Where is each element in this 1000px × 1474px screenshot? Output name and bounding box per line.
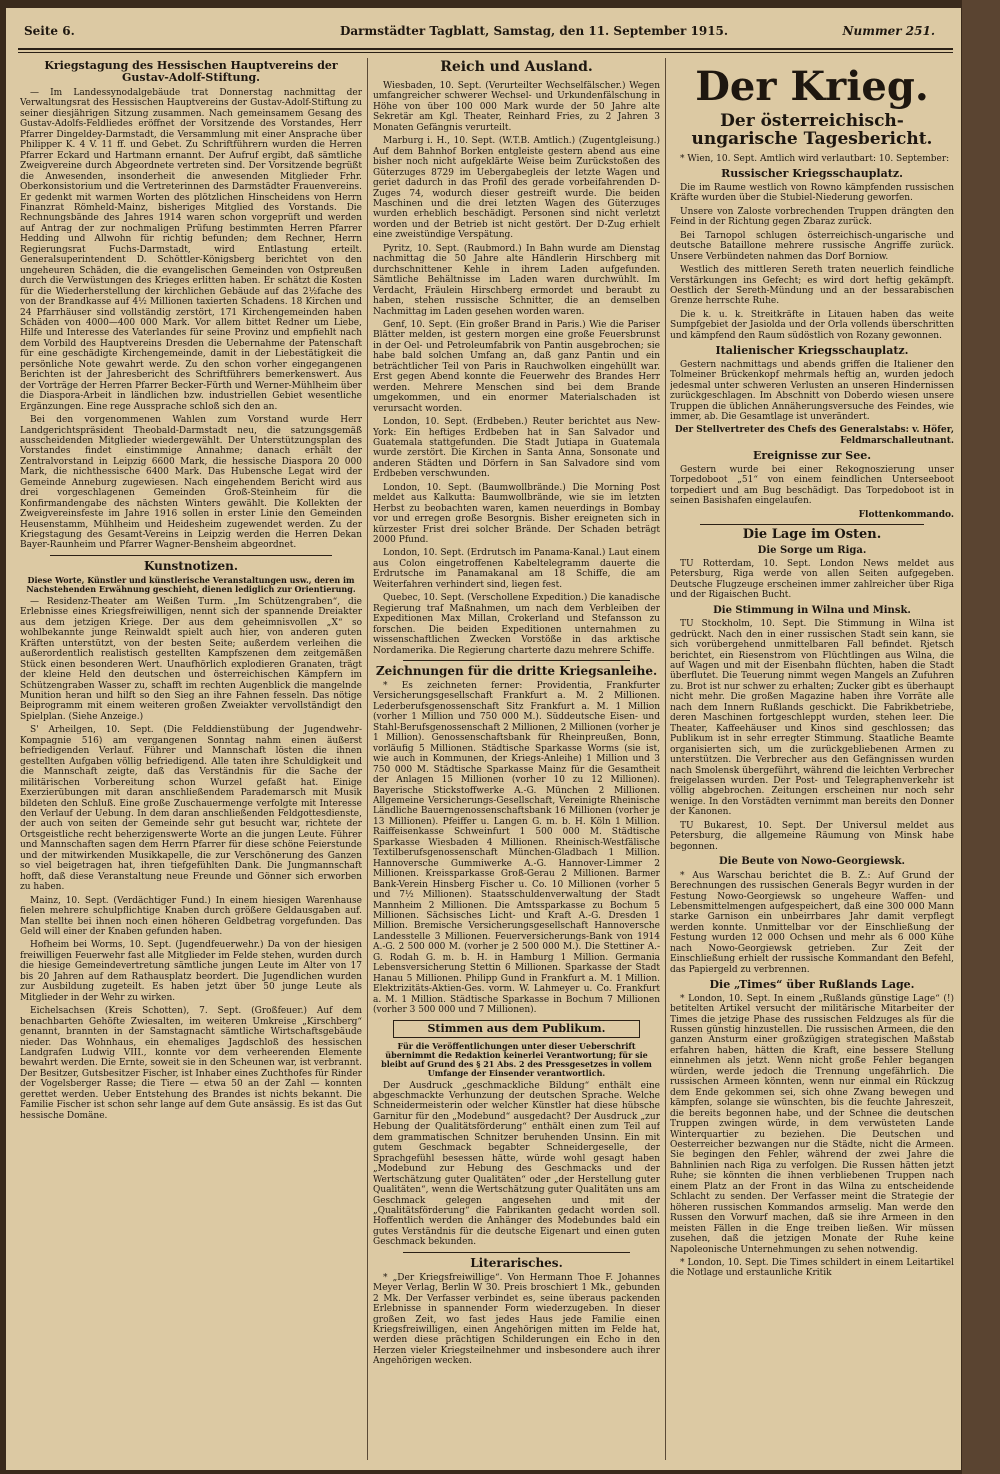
article-paragraph: Wiesbaden, 10. Sept. (Verurteilter Wechselfälscher.) Wegen umfangreicher schwerer Wechsel- und Urkundenfälschung in Höhe von über 100 000 Mark wurde der 50 Jahre alte Sekretär am Kgl. Theater, Reinhard Fries, zu 2 Jahren 3 Monaten Gefängnis verurteilt. [373,81,660,133]
article-paragraph: Hofheim bei Worms, 10. Sept. (Jugendfeuerwehr.) Da von der hiesigen freiwilligen Feuerwehr fast alle Mitglieder im Felde stehen, wurden durch die hiesige Gemeindevertretung sämtliche jungen Leute im Alter von 17 bis 20 Jahren auf dem Rathausplatz beordert. Die Jugendlichen wurden zur Ausbildung zugeteilt. Es haben jetzt über 50 junge Leute als Mitglieder in der Wehr zu wirken. [20,940,362,1003]
article-paragraph: * Es zeichneten ferner: Providentia, Frankfurter Versicherungsgesellschaft Frankfurt a. M. 2 Millionen. Lederberufsgenossenschaft Sitz Frankfurt a. M. 1 Million (vorher 1 Million und 750 000 M.). Süddeutsche Eisen- und Stahl-Berufsgenossenschaft 2 Millionen, 2 Millionen (vorher je 1 Million). Genossenschaftsbank für Rheinpreußen, Bonn, vorläufig 5 Millionen. Städtische Sparkasse Worms (sie ist, wie auch in Kommunen, der Kriegs-Anleihe) 1 Million und 3 750 000 M. Städtische Sparkasse Mainz für die Gesamtheit der Anlagen 15 Millionen (vorher 10 zu 12 Millionen). Bayerische Stickstoffwerke A.-G. München 2 Millionen. Allgemeine Versicherungs-Gesellschaft, Vereinigte Rheinische Ländliche Bauerngenossenschaftsbank 16 Millionen (vorher je 13 Millionen). Pfeiffer u. Langen G. m. b. H. Köln 1 Million. Raiffeisenkasse Schweinfurt 1 500 000 M. Städtische Sparkasse Wiesbaden 4 Millionen. Rheinisch-Westfälische Textilberufsgenossenschaft München-Gladbach 1 Million. Hannoversche Gummiwerke A.-G. Hannover-Limmer 2 Millionen. Kreissparkasse Groß-Gerau 2 Millionen. Barmer Bank-Verein Hinsberg Fischer u. Co. 10 Millionen (vorher 5 und 7½ Millionen). Staatsschuldenverwaltung der Stadt Mannheim 2 Millionen. Die Amtssparkasse zu Bochum 5 Millionen. Sächsisches Licht- und Kraft A.-G. Dresden 1 Million. Bremische Versicherungsgesellschaft Hannoversche Landesstelle 3 Millionen. Feuerversicherungs-Bank von 1914 A.-G. 2 500 000 M. (vorher je 2 500 000 M.). Die Stettiner A.-G. Rodah G. m. b. H. in Hamburg 1 Million. Germania Lebensversicherung Stettin 6 Millionen. Sparkasse der Stadt Hanau 5 Millionen. Philipp Gund in Frankfurt a. M. 1 Million. Elektrizitäts-Aktien-Ges. vorm. W. Lahmeyer u. Co. Frankfurt a. M. 1 Million. Städtische Sparkasse in Bochum 7 Millionen (vorher 3 500 000 und 7 Millionen). [373,681,660,1016]
article-paragraph: — Im Landessynodalgebäude trat Donnerstag nachmittag der Verwaltungsrat des Hessischen Hauptvereins der Gustav-Adolf-Stiftung zu seiner diesjährigen Sitzung zusammen. Nach gemeinsamem Gesang des Gustav-Adolfs-Feldliedes eröffnet der Vorsitzende des Vorstandes, Herr Pfarrer Dingeldey-Darmstadt, die Versammlung mit einer Ansprache über Philipper K. 4 V. 11 ff. und Gebet. Zu Schriftführern wurden die Herren Pfarrer Eckard und Hartmann ernannt. Der Aufruf ergibt, daß sämtliche Zweigvereine durch Abgeordnete vertreten sind. Der Vorsitzende begrüßt die Anwesenden, insonderheit die anwesenden Mitglieder Frhr. Oberkonsistorium und die Vertreterinnen des Darmstädter Frauenvereins. Er gedenkt mit warmen Worten des plötzlichen Hinscheidens von Herrn Finanzrat Römheld-Mainz, bisheriges Mitglied des Vorstands. Die Rechnungsbände des Jahres 1914 waren schon vorgeprüft und werden auf Antrag der zur nochmaligen Prüfung bestimmten Herren Pfarrer Hedding und Allwohn für richtig befunden; dem Rechner, Herrn Regierungsrat Fuchs-Darmstadt, wird Entlastung erteilt. Generalsuperintendent D. Schöttler-Königsberg berichtet von den ungeheuren Schäden, die die evangelischen Gemeinden von Ostpreußen durch die Verwüstungen des Krieges erlitten haben. Er schätzt die Kosten für die Wiederherstellung der kirchlichen Gebäude auf das 2½fache des von der Brandkasse auf 4½ Millionen taxierten Schadens. 18 Kirchen und 24 Pfarrhäuser sind vollständig zerstört, 171 Kirchengemeinden haben Schäden von 4000—400 000 Mark. Vor allem bittet Redner um Liebe, Hilfe und Interesse des Vaterlandes für seine Provinz und empfiehlt nach dem Vorbild des Hauptvereins Dresden die Uebernahme der Patenschaft für eine geschädigte Kirchengemeinde, damit in der Liebestätigkeit die persönliche Note gewahrt werde. Zu den schon vorher eingegangenen Berichten ist der Jahresbericht des Schriftführers bemerkenswert. Aus der Vorträge der Herren Pfarrer Becker-Fürth und Werner-Mühlheim über die Diaspora-Arbeit in ländlichen bzw. industriellen Gebiet wesentliche Ergänzungen. Eine rege Aussprache schloß sich den an. [20,88,362,412]
header-rule [18,48,953,50]
section-title: Kunstnotizen. [143,558,239,573]
column-left [20,58,362,1464]
article-paragraph: * Wien, 10. Sept. Amtlich wird verlautbart: 10. September: [680,154,950,164]
article-paragraph: * London, 10. Sept. In einem „Rußlands günstige Lage“ (!) betitelten Artikel versucht der militärische Mitarbeiter der Times die jetzige Phase des russischen Feldzuges als für die Russen günstig hinzustellen. Die russischen Armeen, die den ganzen Ansturm einer großzügigen strategischen Maßstab erfahren haben, hätten die Kraft, eine bessere Stellung einnehmen als jetzt. Wenn nicht große Fehler begangen würden, werde jedoch die Trennung ungefährlich. Die russischen Armeen könnten, wenn nur einmal ein Rückzug dem Ende gekommen sei, sich ohne Zwang bewegen und kämpfen, solange sie wünschten, bis die feuchte Jahreszeit, die bereits begonnen habe, und der Schnee die deutschen Truppen zwingen würde, in dem verwüsteten Lande Winterquartier zu beziehen. Die Deutschen und Oesterreicher bezwangen nur die Städte, nicht die Armeen. Sie begingen den Fehler, während der zwei Jahre die Bahnlinien nach Riga zu verfolgen. Die Russen hätten jetzt Ruhe; sie könnten die ihnen verbliebenen Truppen nach einem Platz an der Front in das Wilna zu entscheidende Schlacht zu senden. Der Verfasser meint die Strategie der höheren russischen Kommandos armselig. Man werde den Russen den Vorwurf machen, daß sie ihre Armeen in den meisten Fällen in die Enge treiben ließen. Wir müssen zusehen, daß die jetzigen Monate der Ruhe keine Napoleonische Unternehmungen zu sehen notwendig. [670,993,954,1255]
subsection-title: Die Stimmung in Wilna und Minsk. [713,604,911,616]
article-paragraph: Bei den vorgenommenen Wahlen zum Vorstand wurde Herr Landgerichtspräsident Theobald-Darmstadt neu, die satzungsgemäß ausscheidenden Mitglieder wiedergewählt. Der Unterstützungsplan des Vorstandes findet einstimmige Annahme; danach erhält der Zentralvorstand in Leipzig 6600 Mark, die hessische Diaspora 20 000 Mark, die nichthessische 6400 Mark. Das Hubensche Legat wird der Gemeinde Anneburg zugewiesen. Nach eingehendem Bericht wird aus drei vorgeschlagenen Gemeinden Groß-Steinheim für die Konfirmandengabe des nächsten Winters gewählt. Die Kollekten der Zweigvereinsfeste im Jahre 1916 sollen in erster Linie den Gemeinden Heusenstamm, Mühlheim und Heidesheim zugewendet werden. Zu der Kriegstagung des Gesamt-Vereins in Leipzig werden die Herren Dekan Bayer-Raunheim und Pfarrer Wagner-Bensheim abgeordnet. [20,415,362,551]
divider [700,524,924,525]
article-paragraph: * „Der Kriegsfreiwillige“. Von Hermann Thoe F. Johannes Meyer Verlag, Berlin W 30. Preis broschiert 1 Mk., gebunden 2 Mk. Der Verfasser verbindet es, seine überaus packenden Erlebnisse in spannender Form wiederzugeben. In dieser großen Zeit, wo fast jedes Haus jede Familie einen Kriegsfreiwilligen, einen Angehörigen mitten im Felde hat, werden diese prächtigen Schilderungen ein Echo in den Herzen vieler Kriegsteilnehmer und insbesondere auch ihrer Angehörigen wecken. [373,1272,660,1367]
newspaper-page [6,8,961,1470]
article-paragraph: Genf, 10. Sept. (Ein großer Brand in Paris.) Wie die Pariser Blätter melden, ist gestern morgen eine große Feuersbrunst in der Oel- und Petroleumfabrik von Pantin ausgebrochen; sie habe bald solchen Umfang an, daß ganz Pantin und ein beträchtlicher Teil von Paris in Rauchwolken eingehüllt war. Erst gegen Abend konnte die Feuerwehr des Brandes Herr werden. Mehrere Menschen sind bei dem Brande umgekommen, und ein enormer Materialschaden ist verursacht worden. [373,319,660,414]
divider [50,555,332,556]
column-middle [373,58,660,1464]
masthead: Darmstädter Tagblatt, Samstag, den 11. September 1915. [340,24,729,38]
signature: Der Stellvertreter des Chefs des Generalstabs: v. Höfer, Feldmarschalleutnant. [674,425,954,446]
section-title: Zeichnungen für die dritte Kriegsanleihe. [375,664,658,679]
column-separator [367,58,368,1460]
article-paragraph: TU Rotterdam, 10. Sept. London News meldet aus Petersburg, Riga werde von allen Seiten aufgegeben. Deutsche Flugzeuge erscheinen immer zahlreicher über Riga und der Rigaischen Bucht. [670,558,954,601]
article-paragraph: Westlich des mittleren Sereth traten neuerlich feindliche Verstärkungen ins Gefecht; es wird dort heftig gekämpft. Oestlich der Sereth-Mündung und an der bessarabischen Grenze herrschte Ruhe. [670,265,954,307]
signature: Flottenkommando. [858,509,954,520]
article-paragraph: Der Ausdruck „geschmackliche Bildung“ enthält eine abgeschmackte Verhunzung der deutschen Sprache. Welche Schneidermeisterin oder welcher Künstler hat diese hübsche Garnitur für den „Modebund“ ausgedacht? Der Ausdruck „zur Hebung der Qualitätsförderung“ enthält einen zum Teil auf dem grammatischen Schnitzer beruhenden Unsinn. Ein mit gutem Geschmack begabter Schneidergeselle, der Sprachgefühl besessen hätte, würde wohl gesagt haben „Modebund zur Hebung des Geschmacks und der Wertschätzung guter Qualitäten“ oder „der Herstellung guter Qualitäten“, wenn die Wertschätzung guter Qualitäten uns am Geschmack gelegen angesehen und mit der „Qualitätsförderung“ die Fabrikanten gedacht worden soll. Hoffentlich werden die Anhänger des Modebundes bald ein gutes Verständnis für die deutsche Eigenart und einen guten Geschmack bekunden. [373,1080,660,1248]
article-paragraph: London, 10. Sept. (Erdbeben.) Reuter berichtet aus New-York: Ein heftiges Erdbeben hat in San Salvador und Guatemala stattgefunden. Die Stadt Jutiapa in Guatemala wurde zerstört. Die Kirchen in Santa Anna, Sonsonate und anderen Städten und Dörfern in San Salvadore sind vom Erdbeben verschwunden. [373,417,660,480]
subsection-title: Die Beute von Nowo-Georgiewsk. [719,856,905,868]
article-paragraph: Marburg i. H., 10. Sept. (W.T.B. Amtlich.) (Zugentgleisung.) Auf dem Bahnhof Borken entgleiste gestern abend aus eine bisher noch nicht aufgeklärte Weise beim Zurückstoßen des Güterzuges 8729 im Uebergabegleis der letzte Wagen und geriet dadurch in das Profil des gerade vorbeifahrenden D-Zuges 74, wodurch dieser gestreift wurde. Die beiden Maschinen und die drei letzten Wagen des Güterzuges wurden erheblich beschädigt. Personen sind nicht verletzt worden und der Betrieb ist nicht gestört. Der D-Zug erhielt eine zweistündige Verspätung. [373,136,660,241]
page-header [20,22,951,46]
header-rule-thin [18,52,953,53]
article-paragraph: Bei Tarnopol schlugen österreichisch-ungarische und deutsche Bataillone mehrere russische Angriffe zurück. Unsere Verbündeten nahmen das Dorf Borniow. [670,230,954,262]
subsection-title: Die Sorge um Riga. [757,544,867,556]
article-paragraph: Quebec, 10. Sept. (Verschollene Expedition.) Die kanadische Regierung traf Maßnahmen, um nach dem Verbleiben der Expeditionen Max Millan, Crokerland und Stefansson zu forschen. Die beiden Expeditionen unternahmen zu wissenschaftlichen Zwecken Vorstöße in das arktische Nordamerika. Die Regierung charterte dazu mehrere Schiffe. [373,593,660,656]
section-title: Die Lage im Osten. [742,527,882,543]
section-note: Diese Worte, Künstler und künstlerische Veranstaltungen usw., deren im Nachstehenden Erwähnung geschieht, dienen lediglich zur Orientierung. [26,574,356,594]
main-headline: Der Krieg. [695,63,929,110]
article-paragraph: * London, 10. Sept. Die Times schildert in einem Leitartikel die Notlage und erstaunliche Kritik [670,1257,954,1279]
article-paragraph: Unsere von Zaloste vorbrechenden Truppen drängten den Feind in der Richtung gegen Zbaraz zurück. [670,206,954,228]
article-paragraph: TU Stockholm, 10. Sept. Die Stimmung in Wilna ist gedrückt. Nach den in einer russischen Stadt sein kann, sie sich vorübergehend unmittelbaren Fall befindet. Rjetsch berichtet, ein Riesenstrom von Flüchtlingen aus Wilna, die auf Wagen und mit der Eisenbahn flüchten, haben die Stadt überflutet. Die Teuerung nimmt wegen Mangels an Zufuhren zu. Brot ist nur schwer zu erhalten; Zucker gibt es überhaupt nicht mehr. Die großen Magazine haben ihre Vorräte alle nach dem Innern Rußlands geschickt. Die Fabrikbetriebe, deren Maschinen fortgeschleppt wurden, stehen leer. Die Theater, Kaffeehäuser und Kinos sind geschlossen; das Publikum ist in sehr erregter Stimmung. Staatliche Beamte organisierten sich, um die zurückgebliebenen Armen zu unterstützen. Die Verbrecher aus den Gefängnissen wurden nach Smolensk übergeführt, während die leichten Verbrecher freigelassen wurden. Der Post- und Telegraphenverkehr ist völlig abgebrochen. Zeitungen erscheinen nur noch sehr wenige. In den Vorstädten vernimmt man bereits den Donner der Kanonen. [670,619,954,818]
section-note: Für die Veröffentlichungen unter dieser Ueberschrift übernimmt die Redaktion keinerlei Verantwortung; für sie bleibt auf Grund des § 21 Abs. 2 des Pressgesetzes in vollem Umfange der Einsender verantwortlich. [381,1040,652,1078]
article-title: Kriegstagung des Hessischen Hauptvereins der Gustav-Adolf-Stiftung. [44,59,338,84]
section-title: Italienischer Kriegsschauplatz. [715,344,909,358]
divider [403,660,630,661]
article-paragraph: Die k. u. k. Streitkräfte in Litauen haben das weite Sumpfgebiet der Jasiolda und der Orla vollends überschritten und kämpfend den Raum südöstlich von Rozany gewonnen. [670,309,954,341]
column-right [670,58,954,1464]
article-paragraph: Eichelsachsen (Kreis Schotten), 7. Sept. (Großfeuer.) Auf dem benachbarten Gehöfte Zwiesalten, im weiteren Umkreise „Kirschberg“ genannt, brannten in der Samstagnacht sämtliche Wirtschaftsgebäude nieder. Das Wohnhaus, ein ehemaliges Jagdschloß des hessischen Landgrafen Ludwig VIII., konnte vor dem verheerenden Elemente bewahrt werden. Die Ernte, soweit sie in den Scheunen war, ist verbrannt. Der Besitzer, Gutsbesitzer Fischer, ist Inhaber eines Zuchthofes für Rinder der Vogelsberger Rasse; die Tiere — etwa 50 an der Zahl — konnten gerettet werden. Ueber Entstehung des Brandes ist nichts bekannt. Die Familie Fischer ist schon sehr lange auf dem Gute ansässig. Es ist das Gut hessische Domäne. [20,1006,362,1121]
section-title: Ereignisse zur See. [752,449,872,463]
article-paragraph: TU Bukarest, 10. Sept. Der Universul meldet aus Petersburg, die allgemeine Räumung von Minsk habe begonnen. [670,820,954,852]
sub-headline: Der österreichisch-ungarische Tagesbericht. [691,111,933,149]
page-edge [962,0,1000,1474]
section-title: Literarisches. [470,1255,563,1270]
article-paragraph: Gestern nachmittags und abends griffen die Italiener den Tolmeiner Brückenkopf mehrmals heftig an, wurden jedoch jedesmal unter schweren Verlusten an unseren Hindernissen zurückgeschlagen. Im Abschnitt von Doberdo wiesen unsere Truppen die üblichen Annäherungsversuche des Feindes, wie immer, ab. Die Gesamtlage ist unverändert. [670,359,954,422]
divider [403,1252,630,1253]
article-paragraph: London, 10. Sept. (Baumwollbrände.) Die Morning Post meldet aus Kalkutta: Baumwollbrände, wie sie im letzten Herbst zu beobachten waren, kamen neuerdings in Bombay vor und erregen große Besorgnis. Bisher ereigneten sich in kürzester Frist drei solcher Brände. Der Schaden beträgt 2000 Pfund. [373,482,660,546]
article-paragraph: Mainz, 10. Sept. (Verdächtiger Fund.) In einem hiesigen Warenhause fielen mehrere schulpflichtige Knaben durch größere Geldausgaben auf. Man stellte bei ihnen noch einen höheren Geldbetrag vorgefunden. Das Geld will einer der Knaben gefunden haben. [20,895,362,937]
page-label: Seite 6. [24,24,75,38]
article-paragraph: London, 10. Sept. (Erdrutsch im Panama-Kanal.) Laut einem aus Colon eingetroffenen Kabeltelegramm dauerte die Erdrutsche im Panamakanal am 18 Schiffe, die am Weiterfahren verhindert sind, liegen fest. [373,548,660,590]
section-title: Die „Times“ über Rußlands Lage. [709,978,915,992]
section-box [393,1020,640,1038]
article-paragraph: * Aus Warschau berichtet die B. Z.: Auf Grund der Berechnungen des russischen Generals Begyr wurden in der Festung Nowo-Georgiewsk so ungeheure Waffen- und Lebensmittelmengen aufgespeichert, daß eine 300 000 Mann starke Garnison ein unbeirrbares Jahr damit verpflegt werden konnte. Unmittelbar vor der Einschließung der Festung wurden 12 000 Ochsen und mehr als 6 000 Kühe nach Nowo-Georgiewsk getrieben. Zur Zeit der Einschließung erhielt der russische Kommandant den Befehl, das Papiergeld zu verbrennen. [670,870,954,975]
article-paragraph: — Residenz-Theater am Weißen Turm. „Im Schützengraben“, die Erlebnisse eines Kriegsfreiwilligen, nennt sich der spannende Dreiakter aus dem jetzigen Kriege. Der aus dem geheimnisvollen „X“ so wohlbekannte junge Reinwaldt spielt auch hier, von anderen guten Kräften unterstützt, von der besten Seite; außerdem verleihen die außerordentlich realistisch gestellten Kampfszenen dem zeitgemäßen Stück einen besonderen Wert. Unaufhörlich explodieren Granaten, trägt der kleine Held den deutschen und österreichischen Kämpfern im Schützengraben Wasser zu, schafft im rechten Augenblick die mangelnde Munition heran und hilft so den Sieg an ihre Fahnen fesseln. Das nötige Beiprogramm mit einem weiteren großen Zweiakter vervollständigt den Spielplan. (Siehe Anzeige.) [20,596,362,722]
column-separator [665,58,666,1460]
article-paragraph: S' Arheilgen, 10. Sept. (Die Felddienstübung der Jugendwehr-Kompagnie 516) am vergangenen Sonntag nahm einen äußerst befriedigenden Verlauf. Führer und Mannschaft lösten die ihnen gestellten Aufgaben völlig befriedigend. Alle taten ihre Schuldigkeit und die Mannschaft zeigte, daß das Verständnis für die Sache der militärischen Vorbereitung schon Wurzel gefaßt hat. Einige Exerzierübungen mit daran anschließendem Parademarsch mit Musik bildeten den Schluß. Eine große Zuschauermenge verfolgte mit Interesse den Verlauf der Uebung. In dem daran anschließenden Feldgottesdienste, der auch von seiten der Gemeinde sehr gut besucht war, richtete der Ortsgeistliche recht beherzigenswerte Worte an die jungen Leute. Führer und Mannschaften sagen dem Herrn Pfarrer für diese schöne Feierstunde und der mitwirkenden Musikkapelle, die zur Verschönerung des Ganzen so viel beigetragen hat, ihren tiefgefühlten Dank. Die Jungmannschaft hofft, daß diese Veranstaltung neue Freunde und Gönner sich erworben zu haben. [20,725,362,893]
section-title: Russischer Kriegsschauplatz. [721,167,903,181]
issue-number: Nummer 251. [842,24,935,38]
article-paragraph: Gestern wurde bei einer Rekognoszierung unser Torpedoboot „51“ von einem feindlichen Unterseeboot torpediert und am Bug beschädigt. Das Torpedoboot ist in seinen Basishafen eingelaufen. [670,464,954,507]
article-paragraph: Pyritz, 10. Sept. (Raubmord.) In Bahn wurde am Dienstag nachmittag die 50 Jahre alte Händlerin Hirschberg mit durchschnittener Kehle in ihrem Laden aufgefunden. Sämtliche Behältnisse im Laden waren durchwühlt. Im Verdacht, Fräulein Hirschberg ermordet und beraubt zu haben, stehen russische Schnitter, die an demselben Nachmittag im Laden gesehen worden waren. [373,243,660,317]
article-paragraph: Die im Raume westlich von Rowno kämpfenden russischen Kräfte wurden über die Stubiel-Niederung geworfen. [670,182,954,204]
section-title: Reich und Ausland. [440,59,593,75]
section-title: Stimmen aus dem Publikum. [427,1021,606,1035]
